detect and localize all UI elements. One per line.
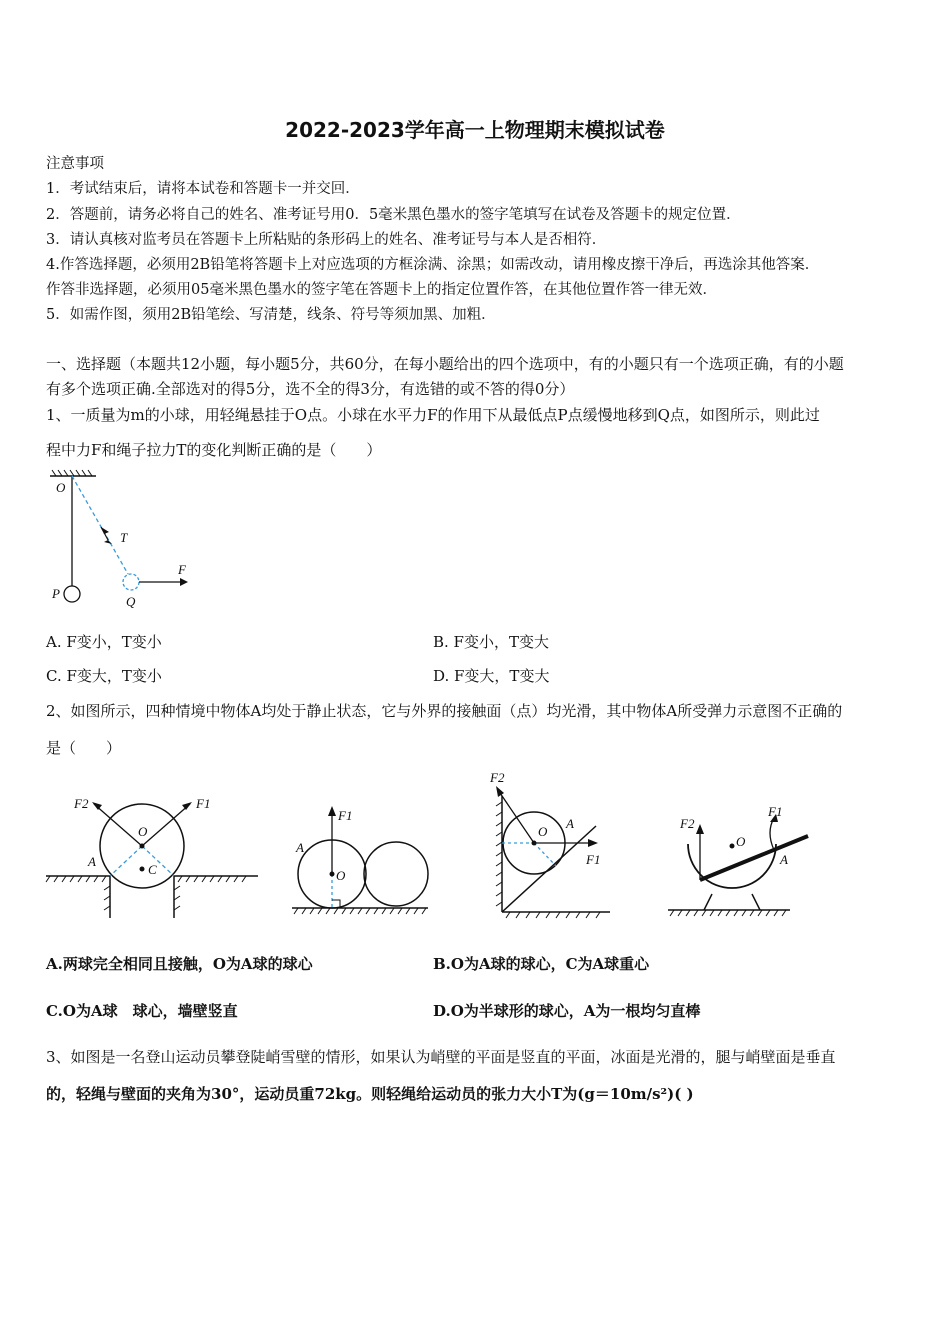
- notice-item: 5．如需作图，须用2B铅笔绘、写清楚，线条、符号等须加黑、加粗．: [46, 307, 496, 323]
- label-O: O: [56, 480, 66, 495]
- q1-pendulum-figure: [46, 470, 206, 620]
- notice-item: 3．请认真核对监考员在答题卡上所粘贴的条形码上的姓名、准考证号与本人是否相符．: [46, 232, 607, 248]
- q2-stem-line1: 2、如图所示，四种情境中物体A均处于静止状态，它与外界的接触面（点）均光滑，其中物体A所受弹力示意图不正确的: [46, 702, 843, 720]
- q3-stem-line1: 3、如图是一名登山运动员攀登陡峭雪壁的情形，如果认为峭壁的平面是竖直的平面，冰面是光滑的，腿与峭壁面是垂直: [46, 1048, 836, 1066]
- label-Q: Q: [126, 594, 136, 609]
- label-O: O: [736, 834, 746, 849]
- notice-item: 1．考试结束后，请将本试卷和答题卡一并交回．: [46, 181, 360, 197]
- q2-figure-b-two-spheres: [290, 800, 440, 920]
- label-O: O: [538, 824, 548, 839]
- page-title: 2022-2023学年高一上物理期末模拟试卷: [285, 118, 665, 142]
- section-instructions-line2: 有多个选项正确.全部选对的得5分，选不全的得3分，有选错的或不答的得0分）: [46, 380, 575, 398]
- label-A: A: [296, 840, 304, 855]
- label-O: O: [336, 868, 346, 883]
- q1-stem-line2: 程中力F和绳子拉力T的变化判断正确的是（ ）: [46, 441, 382, 459]
- notice-heading: 注意事项: [46, 156, 104, 172]
- q1-option-c[interactable]: C. F变大，T变小: [46, 667, 162, 685]
- label-F: F: [178, 562, 186, 577]
- label-A: A: [566, 816, 574, 831]
- label-A: A: [88, 854, 96, 869]
- q1-option-a[interactable]: A. F变小，T变小: [46, 633, 162, 651]
- label-F2: F2: [680, 816, 695, 831]
- label-F1: F1: [338, 808, 353, 823]
- q2-option-b[interactable]: B.O为A球的球心，C为A球重心: [433, 955, 650, 973]
- q1-option-d[interactable]: D. F变大，T变大: [433, 667, 550, 685]
- q1-option-b[interactable]: B. F变小，T变大: [433, 633, 549, 651]
- label-T: T: [120, 530, 128, 545]
- label-C: C: [148, 862, 157, 877]
- q1-stem-line1: 1、一质量为m的小球，用轻绳悬挂于O点。小球在水平力F的作用下从最低点P点缓慢地移到Q点，如图所示，则此过: [46, 406, 820, 424]
- label-F1: F1: [586, 852, 601, 867]
- label-P: P: [52, 586, 60, 601]
- label-F2: F2: [74, 796, 89, 811]
- section-instructions-line1: 一、选择题（本题共12小题，每小题5分，共60分，在每小题给出的四个选项中，有的小题只有一个选项正确，有的小题: [46, 355, 844, 373]
- label-O: O: [138, 824, 148, 839]
- notice-item: 作答非选择题，必须用05毫米黑色墨水的签字笔在答题卡上的指定位置作答，在其他位置作答一律无效．: [46, 282, 717, 298]
- label-F1: F1: [768, 804, 783, 819]
- label-F1: F1: [196, 796, 211, 811]
- notice-item: 4.作答选择题，必须用2B铅笔将答题卡上对应选项的方框涂满、涂黑；如需改动，请用橡皮擦干净后，再选涂其他答案．: [46, 257, 820, 273]
- q2-figure-a-sphere-on-corners: [46, 770, 266, 920]
- q2-figure-d-rod-in-bowl: [666, 798, 816, 920]
- label-A: A: [780, 852, 788, 867]
- q2-option-a[interactable]: A.两球完全相同且接触，O为A球的球心: [46, 955, 313, 973]
- q2-option-d[interactable]: D.O为半球形的球心，A为一根均匀直棒: [433, 1002, 701, 1020]
- notice-item: 2．答题前，请务必将自己的姓名、准考证号用0．5毫米黑色墨水的签字笔填写在试卷及答题卡的规定位置．: [46, 207, 741, 223]
- q2-option-c[interactable]: C.O为A球 球心，墙壁竖直: [46, 1002, 238, 1020]
- q2-stem-line2: 是（ ）: [46, 739, 122, 757]
- q2-figure-c-sphere-wall-incline: [486, 766, 616, 920]
- label-F2: F2: [490, 770, 505, 785]
- q3-stem-line2: 的，轻绳与壁面的夹角为30°，运动员重72kg。则轻绳给运动员的张力大小T为(g＝10m/s²)( ): [46, 1085, 694, 1103]
